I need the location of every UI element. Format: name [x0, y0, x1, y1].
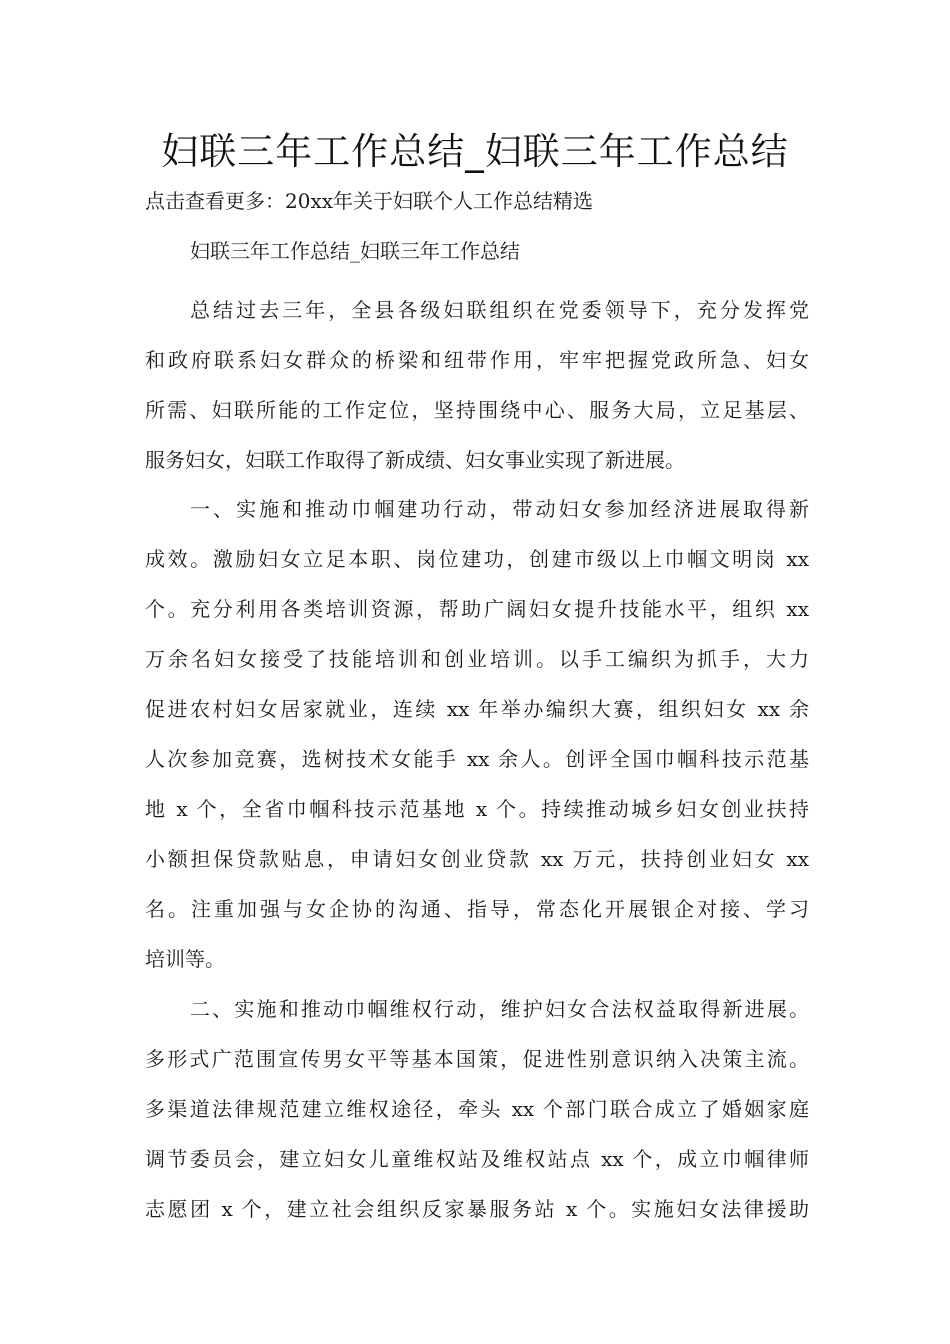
paragraph-line: 调节委员会，建立妇女儿童维权站及维权站点 xx 个，成立巾帼律师 [145, 1147, 809, 1171]
paragraph-section-one [145, 484, 809, 984]
paragraph-line: 个。充分利用各类培训资源，帮助广阔妇女提升技能水平，组织 xx [145, 597, 809, 621]
paragraph-line: 人次参加竞赛，选树技术女能手 xx 余人。创评全国巾帼科技示范基 [145, 747, 809, 771]
paragraph-line: 名。注重加强与女企协的沟通、指导，常态化开展银企对接、学习 [145, 897, 809, 921]
paragraph-line: 多渠道法律规范建立维权途径，牵头 xx 个部门联合成立了婚姻家庭 [145, 1097, 809, 1121]
paragraph-summary [145, 285, 809, 485]
paragraph-line: 志愿团 x 个，建立社会组织反家暴服务站 x 个。实施妇女法律援助 [145, 1197, 809, 1221]
paragraph-line: 一、实施和推动巾帼建功行动，带动妇女参加经济进展取得新 [190, 497, 809, 521]
document-subtitle: 妇联三年工作总结_妇联三年工作总结 [190, 239, 520, 263]
paragraph-line: 小额担保贷款贴息，申请妇女创业贷款 xx 万元，扶持创业妇女 xx [145, 847, 809, 871]
document-title: 妇联三年工作总结_妇联三年工作总结 [161, 130, 789, 173]
paragraph-line: 服务妇女，妇联工作取得了新成绩、妇女事业实现了新进展。 [145, 448, 685, 472]
paragraph-line: 培训等。 [145, 947, 225, 971]
paragraph-line: 成效。激励妇女立足本职、岗位建功，创建市级以上巾帼文明岗 xx [145, 547, 809, 571]
paragraph-line: 二、实施和推动巾帼维权行动，维护妇女合法权益取得新进展。 [190, 997, 809, 1021]
paragraph-line: 地 x 个，全省巾帼科技示范基地 x 个。持续推动城乡妇女创业扶持 [145, 797, 809, 821]
paragraph-line: 总结过去三年，全县各级妇联组织在党委领导下，充分发挥党 [190, 298, 809, 322]
paragraph-line: 所需、妇联所能的工作定位，坚持围绕中心、服务大局，立足基层、 [145, 398, 809, 422]
paragraph-line: 和政府联系妇女群众的桥梁和纽带作用，牢牢把握党政所急、妇女 [145, 348, 809, 372]
paragraph-line: 多形式广范围宣传男女平等基本国策，促进性别意识纳入决策主流。 [145, 1047, 809, 1071]
paragraph-line: 万余名妇女接受了技能培训和创业培训。以手工编织为抓手，大力 [145, 647, 809, 671]
paragraph-line: 促进农村妇女居家就业，连续 xx 年举办编织大赛，组织妇女 xx 余 [145, 697, 809, 721]
more-link[interactable]: 点击查看更多：20xx年关于妇联个人工作总结精选 [145, 189, 594, 213]
paragraph-section-two [145, 984, 809, 1234]
